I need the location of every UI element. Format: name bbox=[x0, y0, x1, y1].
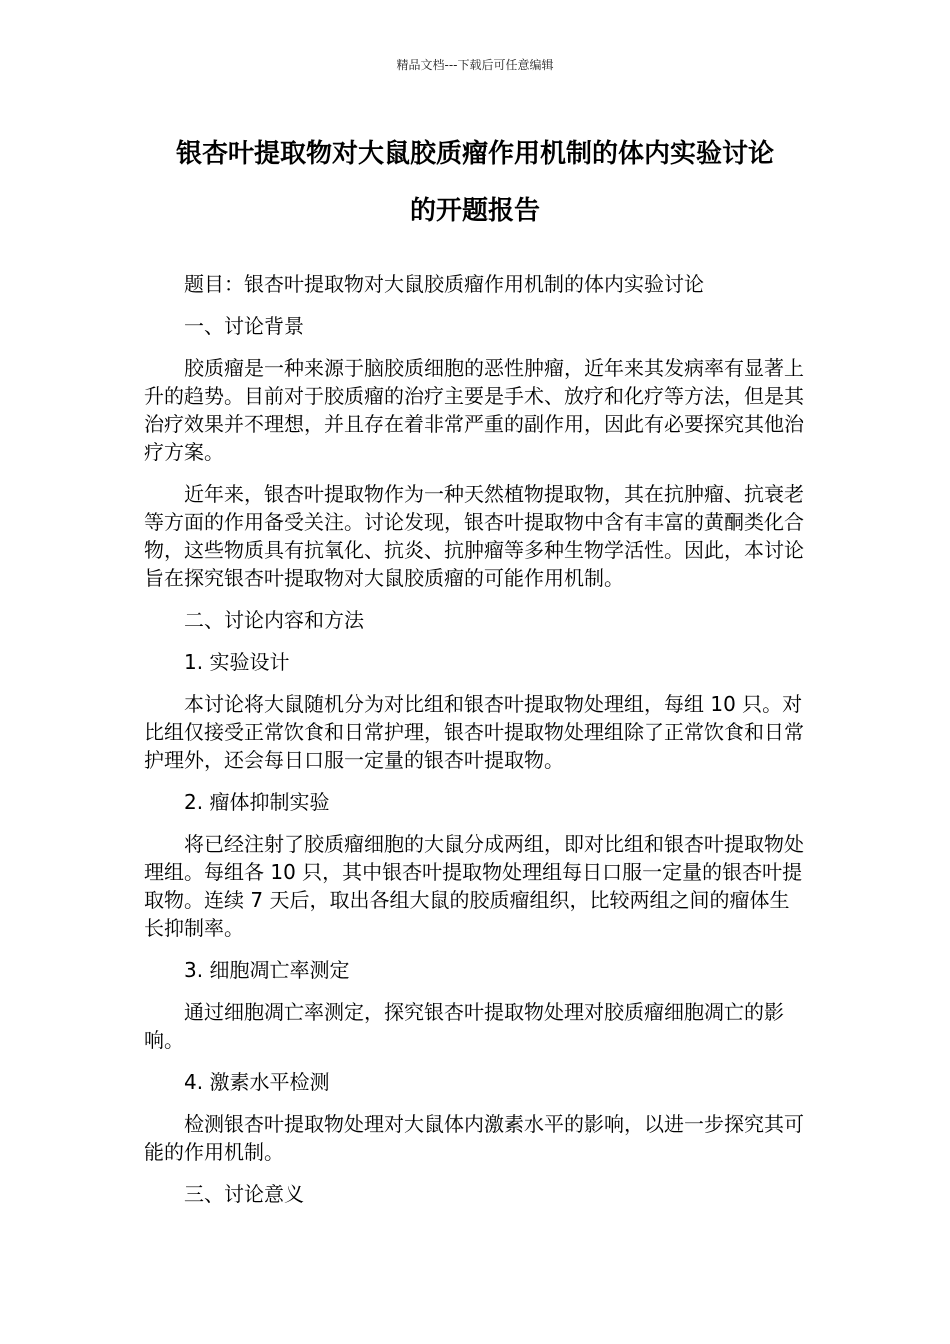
paragraph-experiment-design: 本讨论将大鼠随机分为对比组和银杏叶提取物处理组，每组 10 只。对比组仅接受正常饮食和日常护理，银杏叶提取物处理组除了正常饮食和日常护理外，还会每日口服一定量的银杏叶提取物。 bbox=[144, 692, 804, 772]
section-heading-background: 一、讨论背景 bbox=[184, 314, 304, 338]
paragraph-tumor-inhibition: 将已经注射了胶质瘤细胞的大鼠分成两组，即对比组和银杏叶提取物处理组。每组各 10 只，其中银杏叶提取物处理组每日口服一定量的银杏叶提取物。连续 7 天后，取出各组大鼠的胶质瘤组织，比较两组之间的瘤体生长抑制率。 bbox=[144, 832, 804, 940]
section-heading-significance: 三、讨论意义 bbox=[184, 1182, 304, 1206]
paragraph-hormone: 检测银杏叶提取物处理对大鼠体内激素水平的影响，以进一步探究其可能的作用机制。 bbox=[144, 1112, 804, 1164]
document-body bbox=[144, 270, 809, 1222]
subheading-apoptosis: 3. 细胞凋亡率测定 bbox=[184, 958, 350, 982]
subheading-experiment-design: 1. 实验设计 bbox=[184, 650, 290, 674]
subheading-hormone: 4. 激素水平检测 bbox=[184, 1070, 330, 1094]
paragraph-apoptosis: 通过细胞凋亡率测定，探究银杏叶提取物处理对胶质瘤细胞凋亡的影响。 bbox=[144, 1000, 784, 1052]
subheading-tumor-inhibition: 2. 瘤体抑制实验 bbox=[184, 790, 330, 814]
header-note: 精品文档---下载后可任意编辑 bbox=[396, 58, 554, 72]
section-heading-content-methods: 二、讨论内容和方法 bbox=[184, 608, 364, 632]
paragraph-background-1: 胶质瘤是一种来源于脑胶质细胞的恶性肿瘤，近年来其发病率有显著上升的趋势。目前对于胶质瘤的治疗主要是手术、放疗和化疗等方法，但是其治疗效果并不理想，并且存在着非常严重的副作用，因此有必要探究其他治疗方案。 bbox=[144, 356, 804, 464]
topic-line: 题目：银杏叶提取物对大鼠胶质瘤作用机制的体内实验讨论 bbox=[184, 272, 704, 296]
paragraph-background-2: 近年来，银杏叶提取物作为一种天然植物提取物，其在抗肿瘤、抗衰老等方面的作用备受关注。讨论发现，银杏叶提取物中含有丰富的黄酮类化合物，这些物质具有抗氧化、抗炎、抗肿瘤等多种生物学活性。因此，本讨论旨在探究银杏叶提取物对大鼠胶质瘤的可能作用机制。 bbox=[144, 482, 804, 590]
document-title-line-2: 的开题报告 bbox=[409, 196, 540, 226]
document-title-line-1: 银杏叶提取物对大鼠胶质瘤作用机制的体内实验讨论 bbox=[175, 139, 774, 169]
